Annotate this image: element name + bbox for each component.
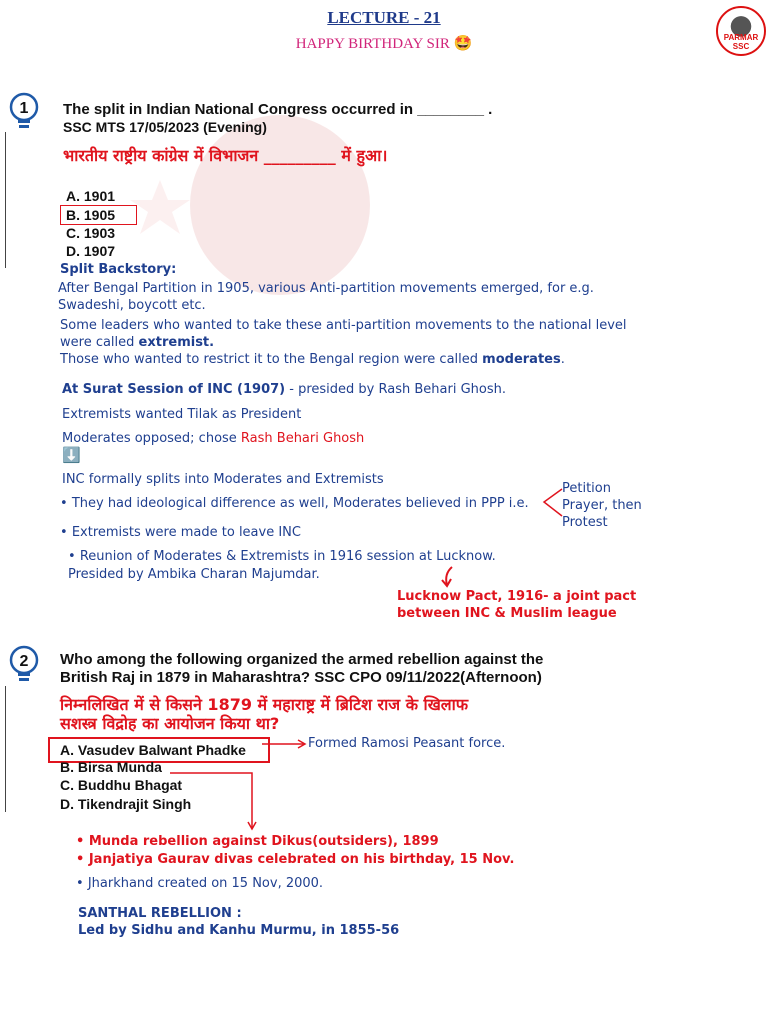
note-line-5 <box>60 351 565 368</box>
extremists-tilak: Extremists wanted Tilak as President <box>62 407 302 422</box>
lecture-title: LECTURE - 21 <box>327 8 441 27</box>
q2-option-d[interactable]: D. Tikendrajit Singh <box>60 796 192 812</box>
ppp-protest: Protest <box>562 515 608 530</box>
note-line-5-end: . <box>560 352 565 367</box>
note-line-5-text: Those who wanted to restrict it to the Bengal region were called <box>60 352 483 367</box>
question-1-rule <box>5 132 6 268</box>
q2-option-b[interactable]: B. Birsa Munda <box>60 759 162 775</box>
reunion-text-1: Reunion of Moderates & Extremists in 1916 session at Lucknow. <box>79 549 496 564</box>
ramosi-note: Formed Ramosi Peasant force. <box>308 736 506 751</box>
birthday-subtitle: HAPPY BIRTHDAY SIR 🤩 <box>295 36 473 52</box>
ppp-prayer: Prayer, then <box>562 498 642 513</box>
ppp-petition: Petition <box>562 481 611 496</box>
note-line-2: Swadeshi, boycott etc. <box>58 298 206 313</box>
question-2-rule <box>5 686 6 812</box>
reunion-line-1: • Reunion of Moderates & Extremists in 1916 session at Lucknow. <box>68 549 496 564</box>
note-line-4-text: were called <box>60 335 139 350</box>
q2-question-2: British Raj in 1879 in Maharashtra? SSC CPO 09/11/2022(Afternoon) <box>60 669 542 686</box>
inc-split-line: INC formally splits into Moderates and Extremists <box>62 472 384 487</box>
janjatiya-gaurav-text: Janjatiya Gaurav divas celebrated on his birthday, 15 Nov. <box>88 852 515 867</box>
q1-option-d[interactable]: D. 1907 <box>66 243 116 259</box>
q1-question: The split in Indian National Congress occurred in ________ . <box>63 101 493 118</box>
question-2-number: 2 <box>19 653 29 670</box>
lucknow-pact-2: between INC & Muslim league <box>397 606 617 621</box>
split-backstory-title: Split Backstory: <box>60 262 177 277</box>
q2-hindi-2: सशस्त्र विद्रोह का आयोजन किया था? <box>60 714 280 733</box>
surat-session-line <box>62 381 506 398</box>
parmar-logo <box>716 6 766 56</box>
ppp-brace-icon <box>538 486 564 520</box>
note-line-1: After Bengal Partition in 1905, various Anti-partition movements emerged, for e.g. <box>58 281 594 296</box>
rash-behari-ghosh: Rash Behari Ghosh <box>240 431 365 446</box>
janjatiya-gaurav: • Janjatiya Gaurav divas celebrated on his birthday, 15 Nov. <box>76 852 515 867</box>
leave-inc-text: Extremists were made to leave INC <box>71 525 301 540</box>
q1-exam: SSC MTS 17/05/2023 (Evening) <box>63 119 267 135</box>
surat-session-red: At Surat Session of INC (1907) <box>62 382 286 397</box>
munda-rebellion: • Munda rebellion against Dikus(outsiders), 1899 <box>76 834 439 849</box>
birsa-arrow-icon <box>170 770 260 832</box>
q1-option-a[interactable]: A. 1901 <box>66 188 116 204</box>
moderates-opposed <box>62 430 364 447</box>
note-line-3: Some leaders who wanted to take these anti-partition movements to the national level <box>60 318 627 333</box>
reunion-line-2: Presided by Ambika Charan Majumdar. <box>68 567 320 582</box>
ramosi-arrow-icon <box>262 738 308 750</box>
lucknow-arrow-icon <box>440 566 456 588</box>
question-2-bulb-icon <box>6 645 42 683</box>
ppp-bullet: • They had ideological difference as well, Moderates believed in PPP i.e. <box>60 496 529 511</box>
moderates-term: moderates <box>482 352 561 367</box>
extremist-term: extremist. <box>138 335 215 350</box>
q1-option-c[interactable]: C. 1903 <box>66 225 116 241</box>
surat-session-rest: - presided by Rash Behari Ghosh. <box>285 382 506 397</box>
down-arrow-icon: ⬇️ <box>62 446 81 464</box>
jharkhand-created: • Jharkhand created on 15 Nov, 2000. <box>76 876 324 891</box>
santhal-line: Led by Sidhu and Kanhu Murmu, in 1855-56 <box>78 923 400 938</box>
jharkhand-text: Jharkhand created on 15 Nov, 2000. <box>87 876 324 891</box>
logo-text: PARMAR SSC <box>723 33 759 51</box>
ppp-bullet-text: They had ideological difference as well, Moderates believed in PPP i.e. <box>71 496 529 511</box>
santhal-title: SANTHAL REBELLION : <box>78 906 242 921</box>
munda-rebellion-text: Munda rebellion against Dikus(outsiders), 1899 <box>88 834 439 849</box>
q2-question-1: Who among the following organized the armed rebellion against the <box>60 651 544 668</box>
leave-inc-bullet: • Extremists were made to leave INC <box>60 525 301 540</box>
question-1-number: 1 <box>19 100 29 117</box>
note-line-4 <box>60 334 214 351</box>
q2-hindi-1: निम्नलिखित में से किसने 1879 में महाराष्ट्र में ब्रिटिश राज के खिलाफ <box>60 695 469 714</box>
question-1-bulb-icon <box>6 92 42 130</box>
q1-hindi: भारतीय राष्ट्रीय कांग्रेस में विभाजन _________ में हुआ। <box>63 146 388 165</box>
moderates-opposed-text: Moderates opposed; chose <box>62 431 241 446</box>
q1-option-b-correct[interactable]: B. 1905 <box>60 205 137 225</box>
lucknow-pact-1: Lucknow Pact, 1916- a joint pact <box>397 589 637 604</box>
q2-option-c[interactable]: C. Buddhu Bhagat <box>60 777 183 793</box>
q2-option-a-correct[interactable]: A. Vasudev Balwant Phadke <box>48 737 270 763</box>
